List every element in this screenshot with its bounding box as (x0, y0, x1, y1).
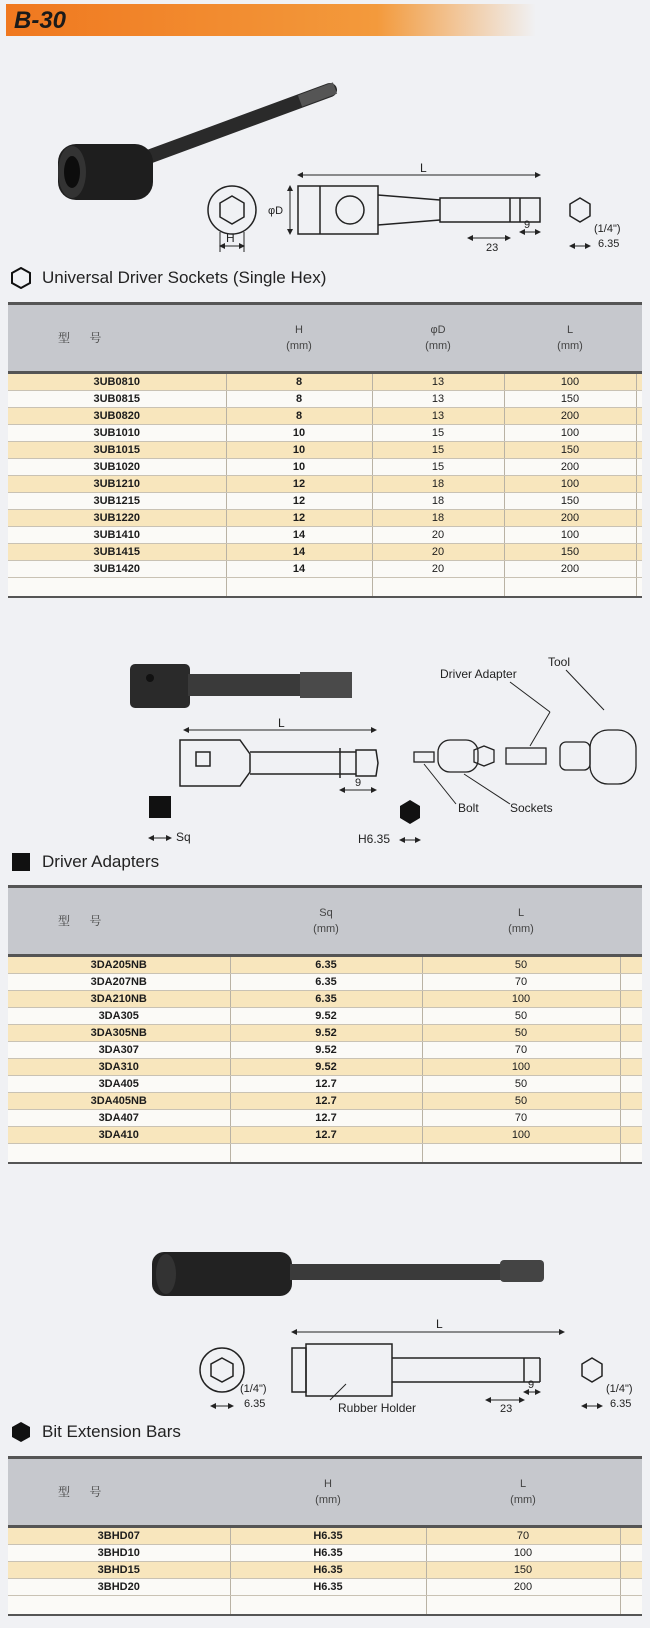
table-cell: 10 (226, 425, 372, 442)
table-cell: 50 (422, 1025, 620, 1042)
table-row (8, 1025, 642, 1042)
table-row (8, 476, 642, 493)
table-cell: 50 (422, 1076, 620, 1093)
table-cell: 12.7 (230, 1093, 422, 1110)
table-cell: 3DA205NB (8, 956, 230, 974)
table-cell (620, 1042, 642, 1059)
table-cell (8, 578, 226, 598)
universal-socket-photo (58, 88, 335, 200)
driver-adapter-photo (130, 664, 352, 708)
table-cell (636, 373, 642, 391)
table-row (8, 974, 642, 991)
table-cell: 3DA405 (8, 1076, 230, 1093)
dim-23-label: 23 (486, 242, 499, 254)
table-cell (636, 459, 642, 476)
table-cell: 3UB0820 (8, 408, 226, 425)
table-row (8, 1579, 642, 1596)
table-row (8, 1059, 642, 1076)
section-title-text: Bit Extension Bars (42, 1422, 181, 1441)
driver-adapters-table (8, 885, 642, 1164)
table-cell (636, 408, 642, 425)
table-cell: 6.35 (230, 974, 422, 991)
header-l: L (mm) (504, 304, 636, 373)
table-cell: 3UB1410 (8, 527, 226, 544)
table-cell: 200 (504, 408, 636, 425)
table-cell: 12 (226, 510, 372, 527)
table-cell: 100 (504, 476, 636, 493)
table-cell: 3UB1015 (8, 442, 226, 459)
table-cell: 20 (372, 527, 504, 544)
driver-adapter-outline (180, 740, 378, 786)
end-hex-mm-label: 6.35 (244, 1398, 266, 1410)
table-cell: 12.7 (230, 1110, 422, 1127)
table-cell: 3UB1210 (8, 476, 226, 493)
table-cell: 3UB1220 (8, 510, 226, 527)
table-cell: 18 (372, 476, 504, 493)
table-cell: 3DA305NB (8, 1025, 230, 1042)
header-l: L (mm) (426, 1458, 620, 1527)
universal-driver-sockets-table (8, 302, 642, 598)
table-cell: 6.35 (230, 956, 422, 974)
table-cell: 14 (226, 544, 372, 561)
dim-h-label: H (226, 231, 235, 245)
table-cell (8, 1144, 230, 1164)
table-cell: 50 (422, 1008, 620, 1025)
table-row (8, 1042, 642, 1059)
table-row (8, 991, 642, 1008)
table-cell: 200 (504, 561, 636, 578)
bolt-label: Bolt (458, 801, 479, 815)
header-h: H (mm) (226, 304, 372, 373)
table-row (8, 425, 642, 442)
table-cell: 13 (372, 391, 504, 408)
rubber-holder-label: Rubber Holder (338, 1401, 417, 1415)
table-cell: 3DA207NB (8, 974, 230, 991)
hex-socket-icon (211, 1358, 233, 1382)
table-row (8, 561, 642, 578)
table-row (8, 1127, 642, 1144)
header-d: φD (mm) (372, 304, 504, 373)
driver-adapter-drawing (0, 640, 650, 850)
table-cell: H6.35 (230, 1527, 426, 1545)
square-solid-icon (12, 853, 30, 871)
bit-extension-bars-heading (10, 1420, 181, 1444)
table-cell (636, 493, 642, 510)
table-cell: 3DA405NB (8, 1093, 230, 1110)
table-cell (620, 974, 642, 991)
table-cell (620, 956, 642, 974)
table-cell: 20 (372, 544, 504, 561)
table-cell (636, 476, 642, 493)
table-cell: 8 (226, 391, 372, 408)
table-cell (636, 544, 642, 561)
table-row (8, 373, 642, 391)
table-cell: 200 (426, 1579, 620, 1596)
table-cell: 200 (504, 459, 636, 476)
table-cell: 3DA410 (8, 1127, 230, 1144)
table-cell: 3BHD07 (8, 1527, 230, 1545)
table-cell: 70 (422, 1110, 620, 1127)
table-row (8, 442, 642, 459)
table-cell: 70 (422, 974, 620, 991)
table-cell (504, 578, 636, 598)
adapter-sq-label: Sq (176, 830, 191, 844)
table-cell: 9.52 (230, 1059, 422, 1076)
table-cell: 9.52 (230, 1008, 422, 1025)
table-row (8, 459, 642, 476)
sockets-label: Sockets (510, 801, 553, 815)
table-cell: 100 (422, 991, 620, 1008)
table-row (8, 510, 642, 527)
table-cell: 3UB1415 (8, 544, 226, 561)
table-cell (636, 442, 642, 459)
table-cell (620, 1025, 642, 1042)
table-cell: 3UB1010 (8, 425, 226, 442)
table-cell (620, 1076, 642, 1093)
table-cell (636, 561, 642, 578)
table-cell: 150 (504, 442, 636, 459)
extension-end-view (200, 1348, 244, 1392)
table-cell: 12 (226, 476, 372, 493)
table-row (8, 544, 642, 561)
table-row (8, 1545, 642, 1562)
table-cell: 12.7 (230, 1127, 422, 1144)
hex-shank-icon (570, 198, 590, 222)
table-cell: 100 (426, 1545, 620, 1562)
dim-d-label: φD (268, 205, 284, 217)
header-spacer (620, 887, 642, 956)
table-cell: 13 (372, 408, 504, 425)
header-model: 型 号 (8, 304, 226, 373)
table-cell: 100 (422, 1059, 620, 1076)
table-row (8, 527, 642, 544)
table-cell: 3DA305 (8, 1008, 230, 1025)
table-cell: 150 (504, 493, 636, 510)
table-row (8, 1562, 642, 1579)
table-cell: 18 (372, 493, 504, 510)
table-cell: 3BHD10 (8, 1545, 230, 1562)
table-cell (620, 1562, 642, 1579)
table-cell: 3BHD15 (8, 1562, 230, 1579)
table-row (8, 1527, 642, 1545)
table-cell: 18 (372, 510, 504, 527)
table-blank-row (8, 1596, 642, 1616)
table-header-row (8, 1458, 642, 1527)
end-hex-inch-label: (1/4") (240, 1383, 267, 1395)
table-cell: 13 (372, 373, 504, 391)
table-cell (620, 1579, 642, 1596)
table-cell: 100 (504, 425, 636, 442)
table-cell: 3UB1215 (8, 493, 226, 510)
table-cell (8, 1596, 230, 1616)
table-cell (620, 1008, 642, 1025)
ext-dim-l-label: L (436, 1317, 443, 1331)
dim-9-label: 9 (524, 219, 531, 231)
table-cell: 200 (504, 510, 636, 527)
table-cell (636, 510, 642, 527)
table-cell: H6.35 (230, 1545, 426, 1562)
section-title-text: Driver Adapters (42, 852, 160, 871)
header-h: H (mm) (230, 1458, 426, 1527)
table-cell: 100 (504, 373, 636, 391)
table-cell (620, 1144, 642, 1164)
table-cell: 100 (504, 527, 636, 544)
shank-hex-mm-label: 6.35 (610, 1398, 632, 1410)
table-cell: 3UB1420 (8, 561, 226, 578)
table-cell (230, 1144, 422, 1164)
hex-mm-label: 6.35 (598, 238, 620, 250)
table-cell (230, 1596, 426, 1616)
hex-inch-label: (1/4") (594, 223, 621, 235)
table-cell: 3DA210NB (8, 991, 230, 1008)
table-cell (422, 1144, 620, 1164)
square-drive-icon (149, 796, 171, 818)
hex-solid-icon (400, 800, 420, 824)
table-cell: 150 (426, 1562, 620, 1579)
table-cell: 15 (372, 442, 504, 459)
header-model: 型 号 (8, 1458, 230, 1527)
table-cell: 12 (226, 493, 372, 510)
table-cell: 3BHD20 (8, 1579, 230, 1596)
table-cell: 8 (226, 373, 372, 391)
bit-extension-photo (152, 1252, 544, 1296)
table-cell: 10 (226, 442, 372, 459)
table-row (8, 1110, 642, 1127)
table-row (8, 391, 642, 408)
header-spacer (620, 1458, 642, 1527)
header-model: 型 号 (8, 887, 230, 956)
table-header-row (8, 304, 642, 373)
dim-l-label: L (420, 161, 427, 175)
hex-shank-icon (582, 1358, 602, 1382)
table-cell: 100 (422, 1127, 620, 1144)
table-cell: 3DA307 (8, 1042, 230, 1059)
table-cell (620, 1110, 642, 1127)
table-cell (620, 1527, 642, 1545)
table-cell (620, 1545, 642, 1562)
hexagon-outline-icon (10, 267, 32, 289)
shank-hex-inch-label: (1/4") (606, 1383, 633, 1395)
table-cell (636, 425, 642, 442)
table-cell: 9.52 (230, 1025, 422, 1042)
table-cell: 3DA310 (8, 1059, 230, 1076)
table-cell: 3DA407 (8, 1110, 230, 1127)
universal-socket-drawing (0, 60, 650, 260)
table-cell: 3UB0810 (8, 373, 226, 391)
tool-label: Tool (548, 655, 571, 669)
table-cell: 20 (372, 561, 504, 578)
table-blank-row (8, 578, 642, 598)
table-blank-row (8, 1144, 642, 1164)
socket-side-view (298, 186, 540, 234)
table-cell (620, 1596, 642, 1616)
table-cell: 10 (226, 459, 372, 476)
table-row (8, 1093, 642, 1110)
header-sq: Sq (mm) (230, 887, 422, 956)
header-l: L (mm) (422, 887, 620, 956)
table-cell: 50 (422, 1093, 620, 1110)
ext-dim-23-label: 23 (500, 1403, 513, 1415)
table-cell: 150 (504, 391, 636, 408)
page-label: B-30 (14, 7, 67, 34)
universal-driver-sockets-heading (10, 266, 326, 290)
table-cell (636, 578, 642, 598)
table-row (8, 1076, 642, 1093)
driver-adapter-label: Driver Adapter (440, 667, 517, 681)
table-cell (636, 391, 642, 408)
bit-extension-bars-table (8, 1456, 642, 1616)
section-title-text: Universal Driver Sockets (Single Hex) (42, 268, 327, 287)
table-cell: H6.35 (230, 1579, 426, 1596)
adapter-dim-l-label: L (278, 716, 285, 730)
table-cell: 8 (226, 408, 372, 425)
hexagon-solid-icon (10, 1421, 32, 1443)
table-row (8, 1008, 642, 1025)
table-cell: 9.52 (230, 1042, 422, 1059)
table-cell: 50 (422, 956, 620, 974)
table-cell (426, 1596, 620, 1616)
driver-adapters-heading (10, 850, 159, 874)
table-cell: 3UB1020 (8, 459, 226, 476)
table-cell: 15 (372, 425, 504, 442)
table-cell (620, 1093, 642, 1110)
table-cell: 70 (426, 1527, 620, 1545)
page-label-tab (6, 4, 536, 36)
header-spacer (636, 304, 642, 373)
bit-extension-drawing (0, 1220, 650, 1420)
table-cell (620, 991, 642, 1008)
table-cell: 14 (226, 527, 372, 544)
table-cell (372, 578, 504, 598)
table-cell: H6.35 (230, 1562, 426, 1579)
adapter-dim-9-label: 9 (355, 777, 362, 789)
table-cell: 14 (226, 561, 372, 578)
table-cell (636, 527, 642, 544)
table-cell (620, 1059, 642, 1076)
adapter-hex-label: H6.35 (358, 832, 391, 846)
table-row (8, 408, 642, 425)
table-cell: 15 (372, 459, 504, 476)
ext-dim-9-label: 9 (528, 1379, 535, 1391)
table-row (8, 493, 642, 510)
table-cell: 3UB0815 (8, 391, 226, 408)
table-cell (226, 578, 372, 598)
table-cell: 70 (422, 1042, 620, 1059)
table-cell (620, 1127, 642, 1144)
assembly-diagram (414, 730, 636, 784)
table-cell: 12.7 (230, 1076, 422, 1093)
table-row (8, 956, 642, 974)
table-cell: 150 (504, 544, 636, 561)
extension-side-view (292, 1344, 540, 1396)
table-cell: 6.35 (230, 991, 422, 1008)
table-header-row (8, 887, 642, 956)
